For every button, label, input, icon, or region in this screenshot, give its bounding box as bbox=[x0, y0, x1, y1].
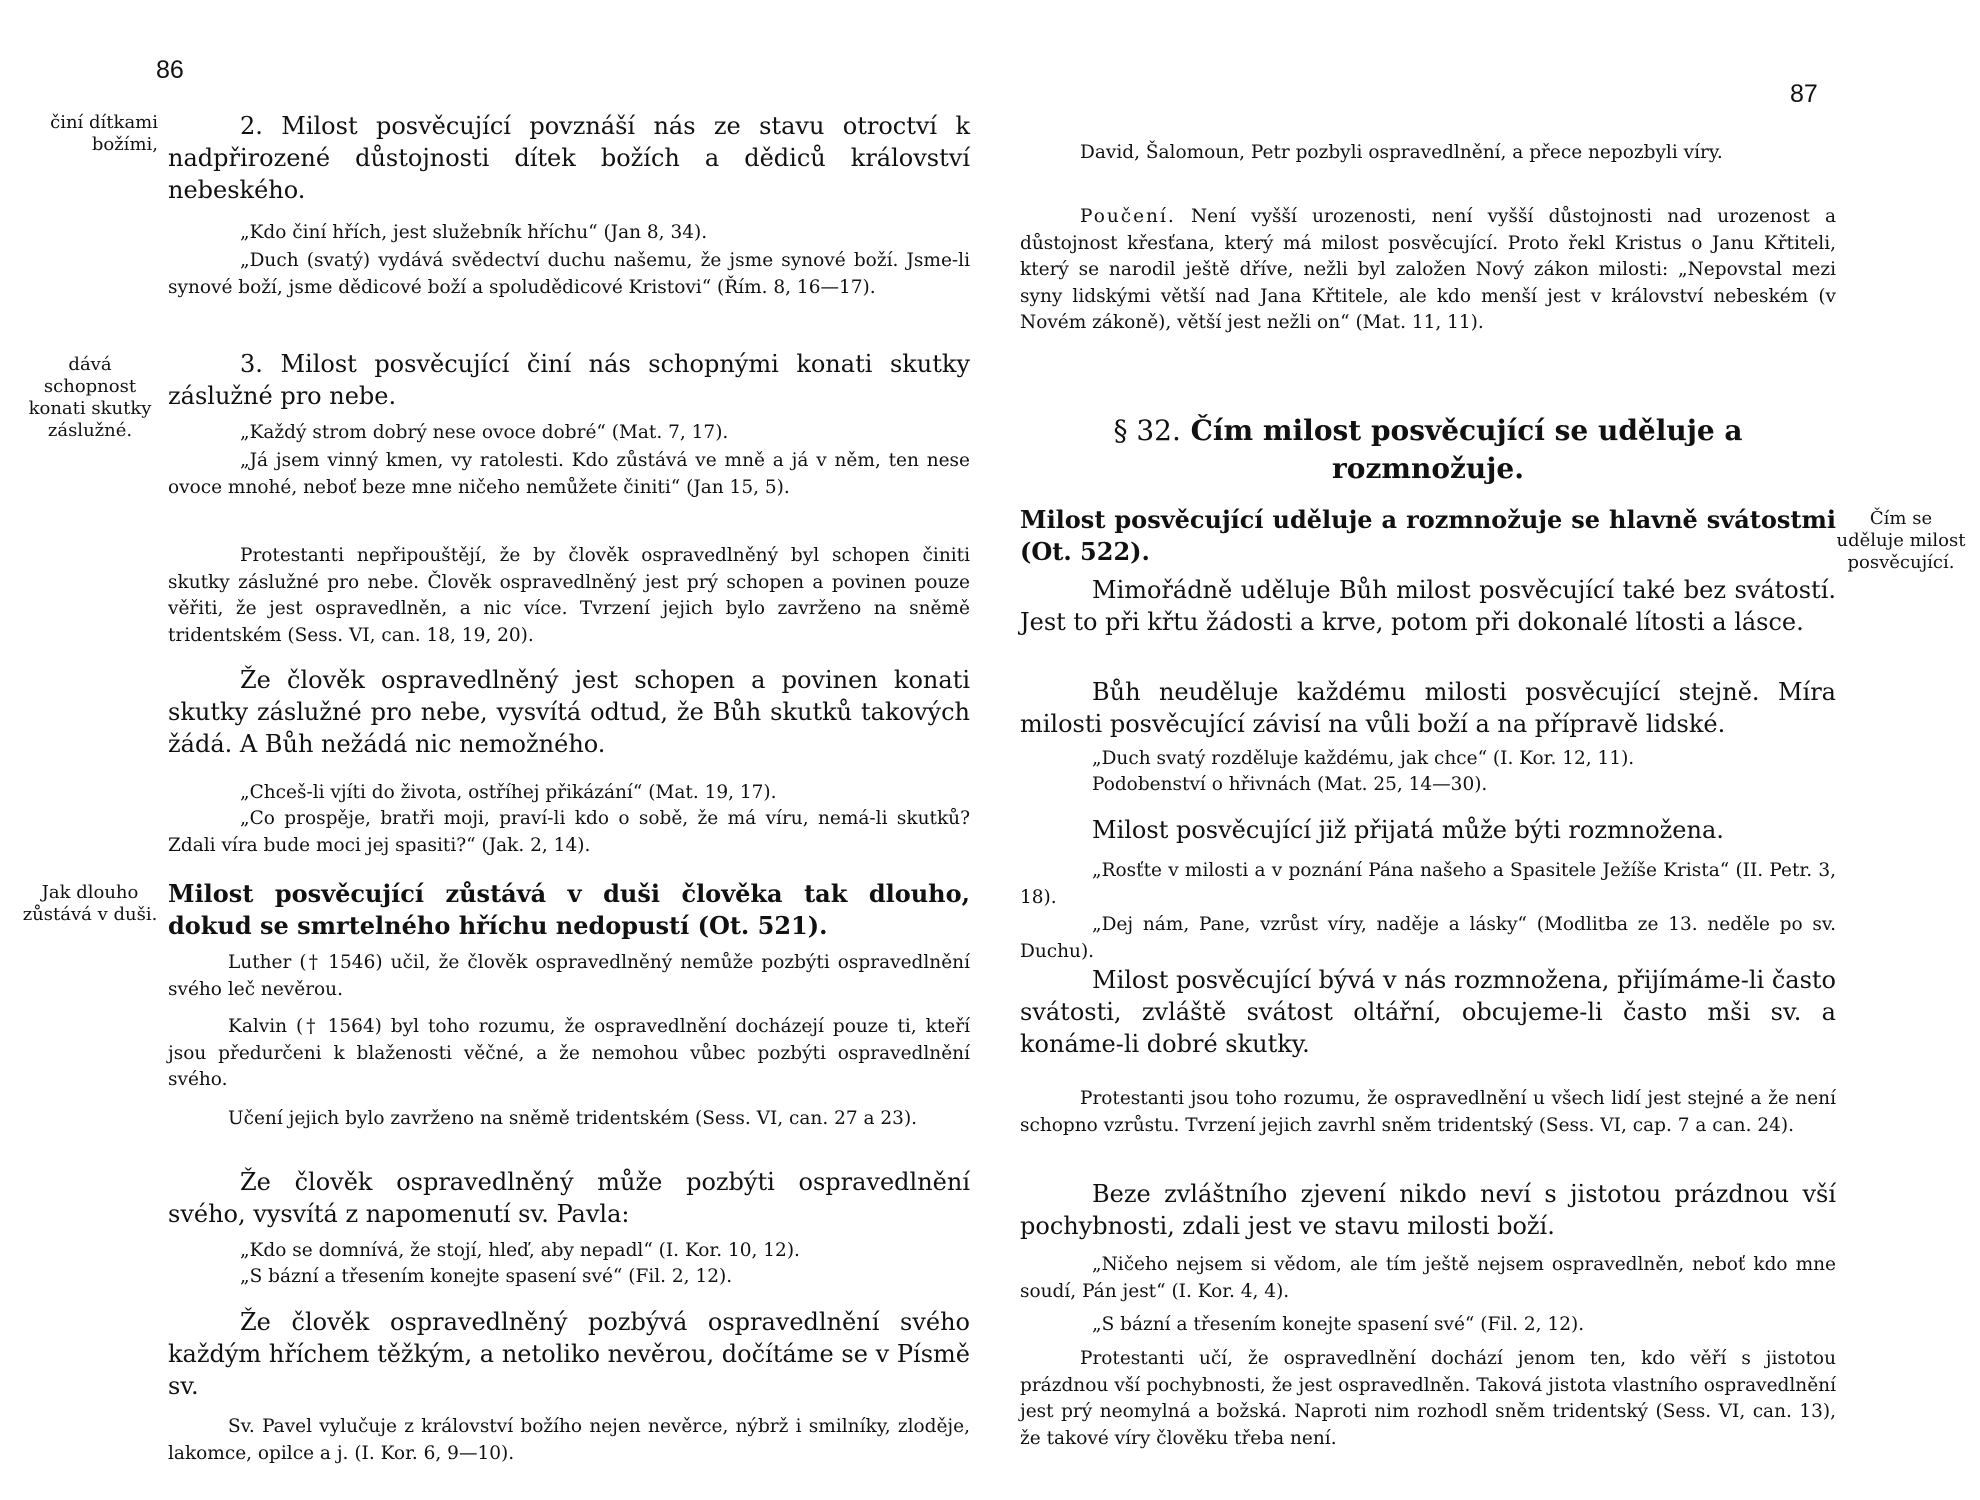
quotation: „S bázní a třesením konejte spasení své“ (Fil. 2, 12). bbox=[1092, 1314, 1585, 1335]
paragraph: Milost posvěcující již přijatá může býti rozmnožena. bbox=[1092, 816, 1724, 844]
quotation: „Dej nám, Pane, vzrůst víry, naděje a lásky“ (Modlitba ze 13. neděle po sv. Duchu). bbox=[1020, 914, 1836, 962]
lead-word: Poučení. bbox=[1080, 206, 1176, 227]
page-number: 87 bbox=[1790, 80, 1818, 108]
small-print: Luther († 1546) učil, že člověk ospravedlněný nemůže pozbýti ospravedlnění svého leč nevěrou. bbox=[168, 952, 970, 1000]
quotation: „Ničeho nejsem si vědom, ale tím ještě nejsem ospravedlněn, neboť kdo mne soudí, Pán jest“ (I. Kor. 4, 4). bbox=[1020, 1254, 1836, 1302]
paragraph: Bůh neuděluje každému milosti posvěcující stejně. Míra milosti posvěcující závisí na vůli boží a na přípravě lidské. bbox=[1020, 678, 1836, 738]
quotation: „Rosťte v milosti a v poznání Pána našeho a Spasitele Ježíše Krista“ (II. Petr. 3, 18). bbox=[1020, 860, 1836, 908]
paragraph: Beze zvláštního zjevení nikdo neví s jistotou prázdnou vší pochybnosti, zdali jest ve stavu milosti boží. bbox=[1020, 1180, 1836, 1240]
page-number: 86 bbox=[156, 56, 184, 84]
quotation: Podobenství o hřivnách (Mat. 25, 14—30). bbox=[1092, 774, 1488, 795]
paragraph: Že člověk ospravedlněný jest schopen a povinen konati skutky záslužné pro nebe, vysvítá odtud, že Bůh skutků takových žádá. A Bůh nežádá nic nemožného. bbox=[168, 666, 970, 758]
paragraph: 2. Milost posvěcující povznáší nás ze stavu otroctví k nadpřirozené důstojnosti dítek božích a dědiců království nebeského. bbox=[168, 112, 970, 204]
doctrine-heading: Milost posvěcující zůstává v duši člověka tak dlouho, dokud se smrtelného hříchu nedopustí (Ot. 521). bbox=[168, 879, 970, 940]
small-print bbox=[1020, 204, 1836, 337]
paragraph: Že člověk ospravedlněný může pozbýti ospravedlnění svého, vysvítá z napomenutí sv. Pavla: bbox=[168, 1168, 970, 1228]
section-title-text: Čím milost posvěcující se uděluje a rozmnožuje. bbox=[1190, 414, 1743, 485]
small-print: Kalvin († 1564) byl toho rozumu, že ospravedlnění docházejí pouze ti, kteří jsou předurčeni k blaženosti věčné, a že nemohou vůbec pozbýti ospravedlnění svého. bbox=[168, 1016, 970, 1090]
quotation: „Já jsem vinný kmen, vy ratolesti. Kdo zůstává ve mně a já v něm, ten nese ovoce mnohé, neboť beze mne ničeho nemůžete činiti“ (Jan 15, 5). bbox=[168, 450, 970, 498]
quotation: „S bázní a třesením konejte spasení své“ (Fil. 2, 12). bbox=[240, 1266, 733, 1287]
doctrine-heading: Milost posvěcující uděluje a rozmnožuje se hlavně svátostmi (Ot. 522). bbox=[1020, 505, 1836, 566]
paragraph: Mimořádně uděluje Bůh milost posvěcující také bez svátostí. Jest to při křtu žádosti a krve, potom při dokonalé lítosti a lásce. bbox=[1020, 576, 1836, 636]
paragraph: Milost posvěcující bývá v nás rozmnožena, přijímáme-li často svátosti, zvláště svátost oltářní, obcujeme-li často mši sv. a konáme-li dobré skutky. bbox=[1020, 966, 1836, 1058]
quotation: „Kdo činí hřích, jest služebník hříchu“ (Jan 8, 34). bbox=[240, 222, 708, 243]
section-title bbox=[1020, 412, 1836, 488]
quotation: „Co prospěje, bratři moji, praví-li kdo o sobě, že má víru, nemá-li skutků? Zdali víra bude moci jej spasiti?“ (Jak. 2, 14). bbox=[168, 808, 970, 856]
paragraph: Že člověk ospravedlněný pozbývá ospravedlnění svého každým hříchem těžkým, a netoliko nevěrou, dočítáme se v Písmě sv. bbox=[168, 1308, 970, 1400]
small-print: Sv. Pavel vylučuje z království božího nejen nevěrce, nýbrž i smilníky, zloděje, lakomce, opilce a j. (I. Kor. 6, 9—10). bbox=[168, 1416, 970, 1464]
margin-note: Čím se uděluje milost posvěcující. bbox=[1836, 508, 1966, 573]
small-print: David, Šalomoun, Petr pozbyli ospravedlnění, a přece nepozbyli víry. bbox=[1080, 142, 1723, 163]
small-print: Učení jejich bylo zavrženo na sněmě tridentském (Sess. VI, can. 27 a 23). bbox=[228, 1108, 918, 1129]
paragraph: 3. Milost posvěcující činí nás schopnými konati skutky záslužné pro nebe. bbox=[168, 350, 970, 410]
margin-note: dává schopnost konati skutky záslužné. bbox=[28, 354, 152, 441]
margin-note: Jak dlouho zůstává v duši. bbox=[22, 882, 158, 925]
quotation: „Kdo se domnívá, že stojí, hleď, aby nepadl“ (I. Kor. 10, 12). bbox=[240, 1240, 800, 1261]
section-number: § 32. bbox=[1113, 414, 1181, 447]
small-print: Protestanti učí, že ospravedlnění dochází jenom ten, kdo věří s jistotou prázdnou vší pochybnosti, že jest ospravedlněn. Taková jistota vlastního ospravedlnění jest prý neomylná a božská. Naproti nim rozhodl sněm tridentský (Sess. VI, can. 13), že takové víry člověku třeba není. bbox=[1020, 1348, 1836, 1449]
margin-note: činí dítkami božími, bbox=[50, 112, 158, 155]
quotation: „Každý strom dobrý nese ovoce dobré“ (Mat. 7, 17). bbox=[240, 422, 729, 443]
lesson-text: Není vyšší urozenosti, není vyšší důstojnosti nad urozenost a důstojnost křesťana, který má milost posvěcující. Proto řekl Kristus o Janu Křtiteli, který se narodil ještě dříve, nežli byl založen Nový zákon milosti: „Nepovstal mezi syny lidskými větší nad Jana Křtitele, ale kdo menší jest v království nebeském (v Novém zákoně), větší jest nežli on“ (Mat. 11, 11). bbox=[1020, 206, 1836, 333]
quotation: „Duch (svatý) vydává svědectví duchu našemu, že jsme synové boží. Jsme-li synové boží, jsme dědicové boží a spoludědicové Kristovi“ (Řím. 8, 16—17). bbox=[168, 250, 970, 298]
small-print: Protestanti jsou toho rozumu, že ospravedlnění u všech lidí jest stejné a že není schopno vzrůstu. Tvrzení jejich zavrhl sněm tridentský (Sess. VI, cap. 7 a can. 24). bbox=[1020, 1088, 1836, 1136]
quotation: „Chceš-li vjíti do života, ostříhej přikázání“ (Mat. 19, 17). bbox=[240, 782, 777, 803]
right-page bbox=[990, 0, 1980, 1500]
quotation: „Duch svatý rozděluje každému, jak chce“ (I. Kor. 12, 11). bbox=[1092, 748, 1635, 769]
small-print: Protestanti nepřipouštějí, že by člověk ospravedlněný byl schopen činiti skutky záslužné pro nebe. Člověk ospravedlněný jest prý schopen a povinen pouze věřiti, že jest ospravedlněn, a nic více. Tvrzení jejich bylo zavrženo na sněmě tridentském (Sess. VI, can. 18, 19, 20). bbox=[168, 545, 970, 646]
